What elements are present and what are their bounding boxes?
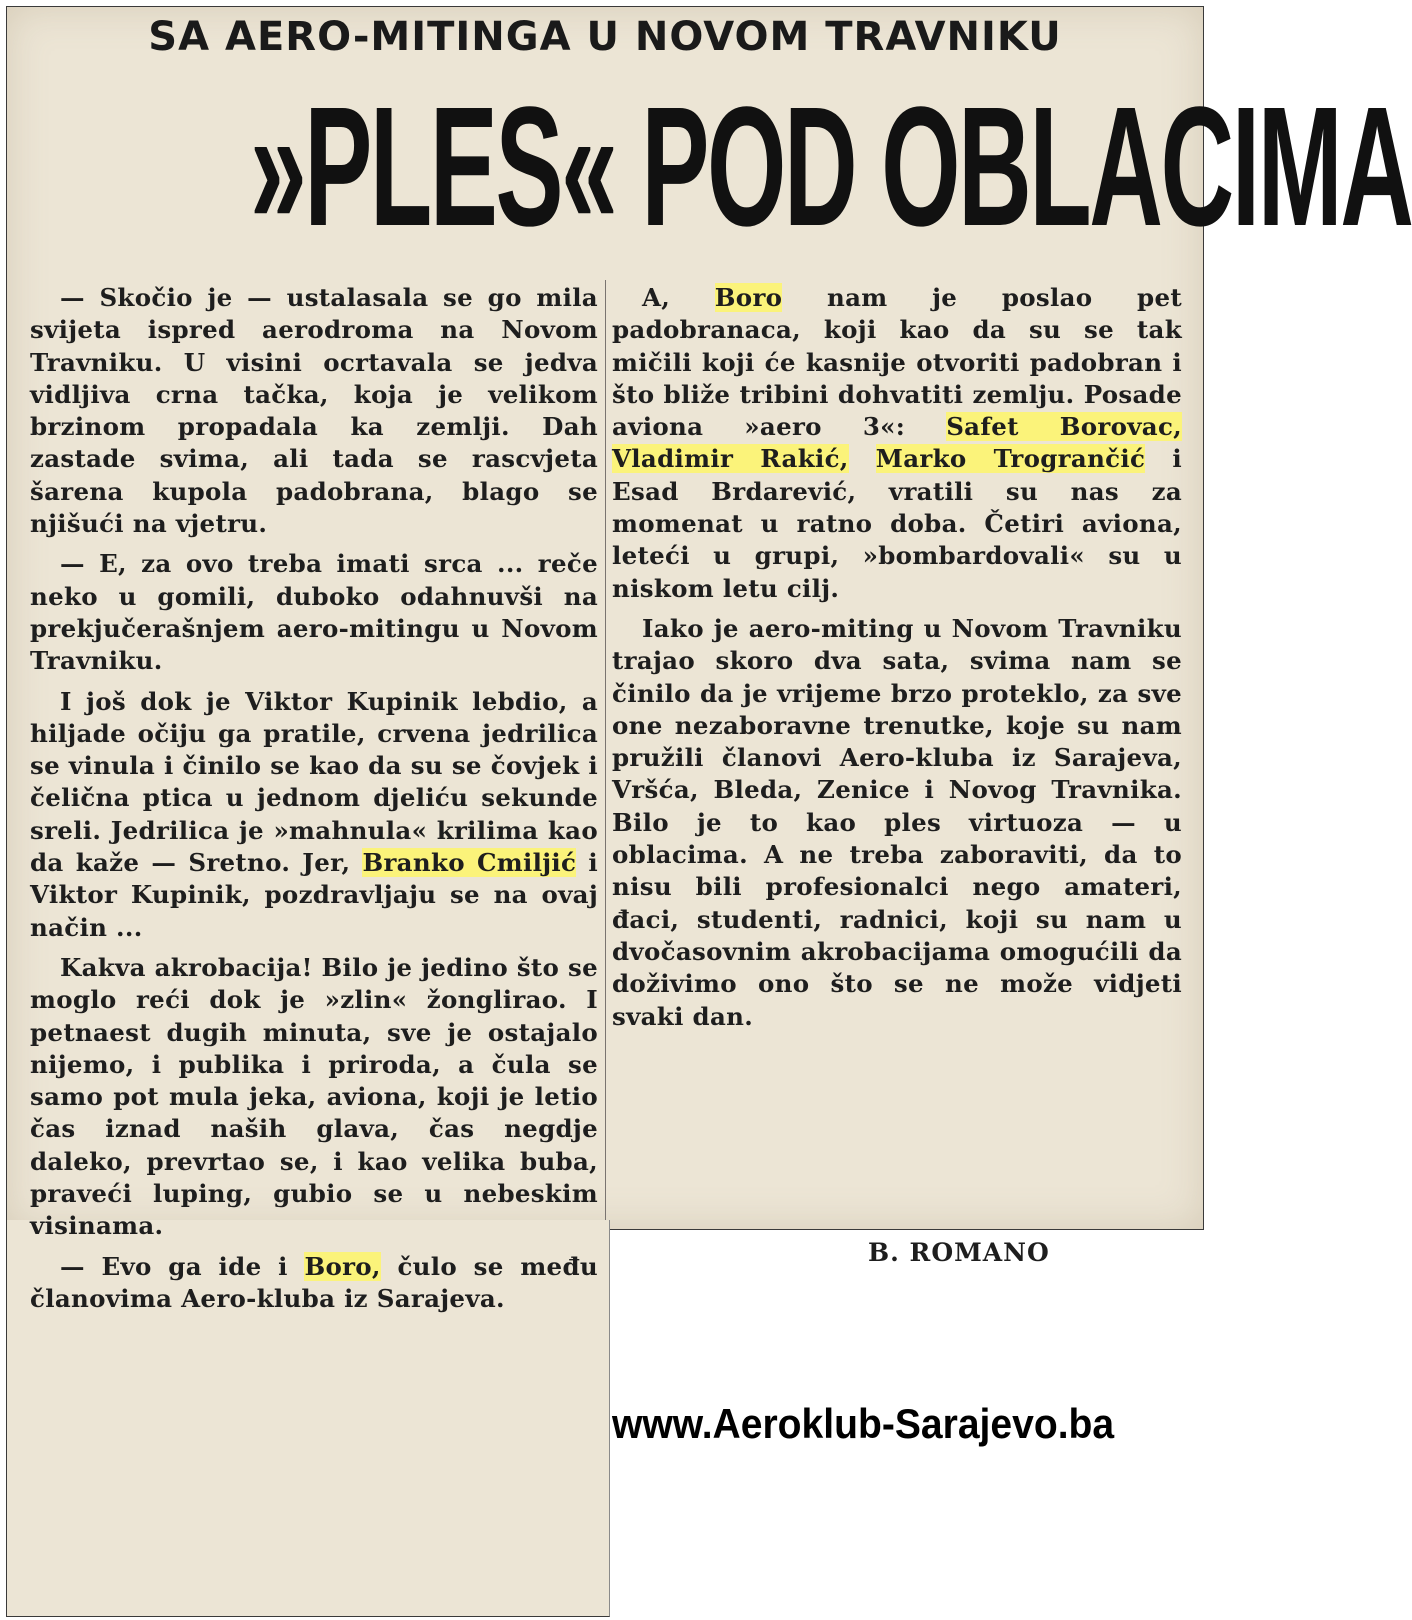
highlighted-name-branko: Branko Cmiljić	[362, 848, 577, 878]
left-paragraph-3-end: i Viktor Kupinik, pozdravljaju se na ovaj način ...	[30, 848, 598, 942]
highlighted-name-vladimir: Vladimir Rakić,	[612, 444, 849, 474]
right-paragraph-1-end: i Esad Brdarević, vratili su nas za momenat u ratno doba. Četiri aviona, leteći u grupi, »bombardovali« su u niskom letu cilj.	[612, 444, 1182, 603]
left-paragraph-5-end: čulo se među članovima Aero-kluba iz Sarajeva.	[30, 1251, 598, 1313]
highlighted-name-boro-right: Boro	[714, 283, 783, 312]
highlighted-name-safet: Safet Borovac,	[946, 412, 1182, 442]
highlighted-name-marko: Marko Trogrančić	[875, 444, 1146, 474]
right-paragraph-1-start: A,	[642, 283, 671, 312]
left-column	[30, 282, 598, 1323]
website-watermark: www.Aeroklub-Sarajevo.ba	[612, 1400, 1115, 1447]
left-paragraph-3	[30, 686, 598, 944]
headline-text: »PLES« POD OBLACIMA	[250, 72, 1412, 262]
left-paragraph-4: Kakva akrobacija! Bilo je jedino što se moglo reći dok je »zlin« žonglirao. I petnaest dugih minuta, sve je ostajalo nijemo, i publika i priroda, a čula se samo pot mula jeka, aviona, koji je letio čas iznad naših glava, čas negdje daleko, prevrtao se, i kao velika buba, praveći luping, gubio se u nebeskim visinama.	[30, 952, 598, 1241]
right-paragraph-1-mid: nam je poslao pet padobranaca, koji kao da su se tak mičili koji će kasnije otvoriti padobran i što bliže tribini dohvatiti zemlju. Posade aviona »aero 3«:	[612, 283, 1182, 442]
left-paragraph-1: — Skočio je — ustalasala se go mila svijeta ispred aerodroma na Novom Travniku. U visini ocrtavala se jedva vidljiva crna tačka, koja je velikom brzinom propadala ka zemlji. Dah zastade svima, ali tada se rascvjeta šarena kupola padobrana, blago se njišući na vjetru.	[30, 283, 598, 539]
left-paragraph-5-start: — Evo ga ide i	[60, 1251, 288, 1281]
left-paragraph-5	[30, 1251, 598, 1316]
left-paragraph-3-start: I još dok je Viktor Kupinik lebdio, a hiljade očiju ga pratile, crvena jedrilica se vinula i činilo se kao da su se čovjek i čelična ptica u jednom djeliću sekunde sreli. Jedrilica je »mahnula« krilima kao da kaže — Sretno. Jer,	[30, 686, 598, 878]
right-paragraph-2: Iako je aero-miting u Novom Travniku trajao skoro dva sata, svima nam se činilo da je vrijeme brzo proteklo, za sve one nezaboravne trenutke, koje su nam pružili članovi Aero-kluba iz Sarajeva, Vršća, Bleda, Zenice i Novog Travnika. Bilo je to kao ples virtuoza — u oblacima. A ne treba zaboraviti, da to nisu bili profesionalci nego amateri, đaci, studenti, radnici, koji su nam u dvočasovnim akrobacijama omogućili da doživimo ono što se ne može vidjeti svaki dan.	[612, 613, 1182, 1031]
column-divider	[605, 280, 606, 1220]
right-paragraph-1	[612, 282, 1182, 605]
left-paragraph-2: — E, za ovo treba imati srca ... reče neko u gomili, duboko odahnuvši na prekjučerašnjem aero-mitingu u Novom Travniku.	[30, 549, 598, 676]
right-column	[612, 282, 1182, 1041]
article-kicker: SA AERO-MITINGA U NOVOM TRAVNIKU	[148, 14, 1062, 60]
article-byline: B. ROMANO	[868, 1238, 1050, 1267]
article-headline	[14, 72, 1412, 262]
highlighted-name-boro: Boro,	[304, 1251, 381, 1281]
